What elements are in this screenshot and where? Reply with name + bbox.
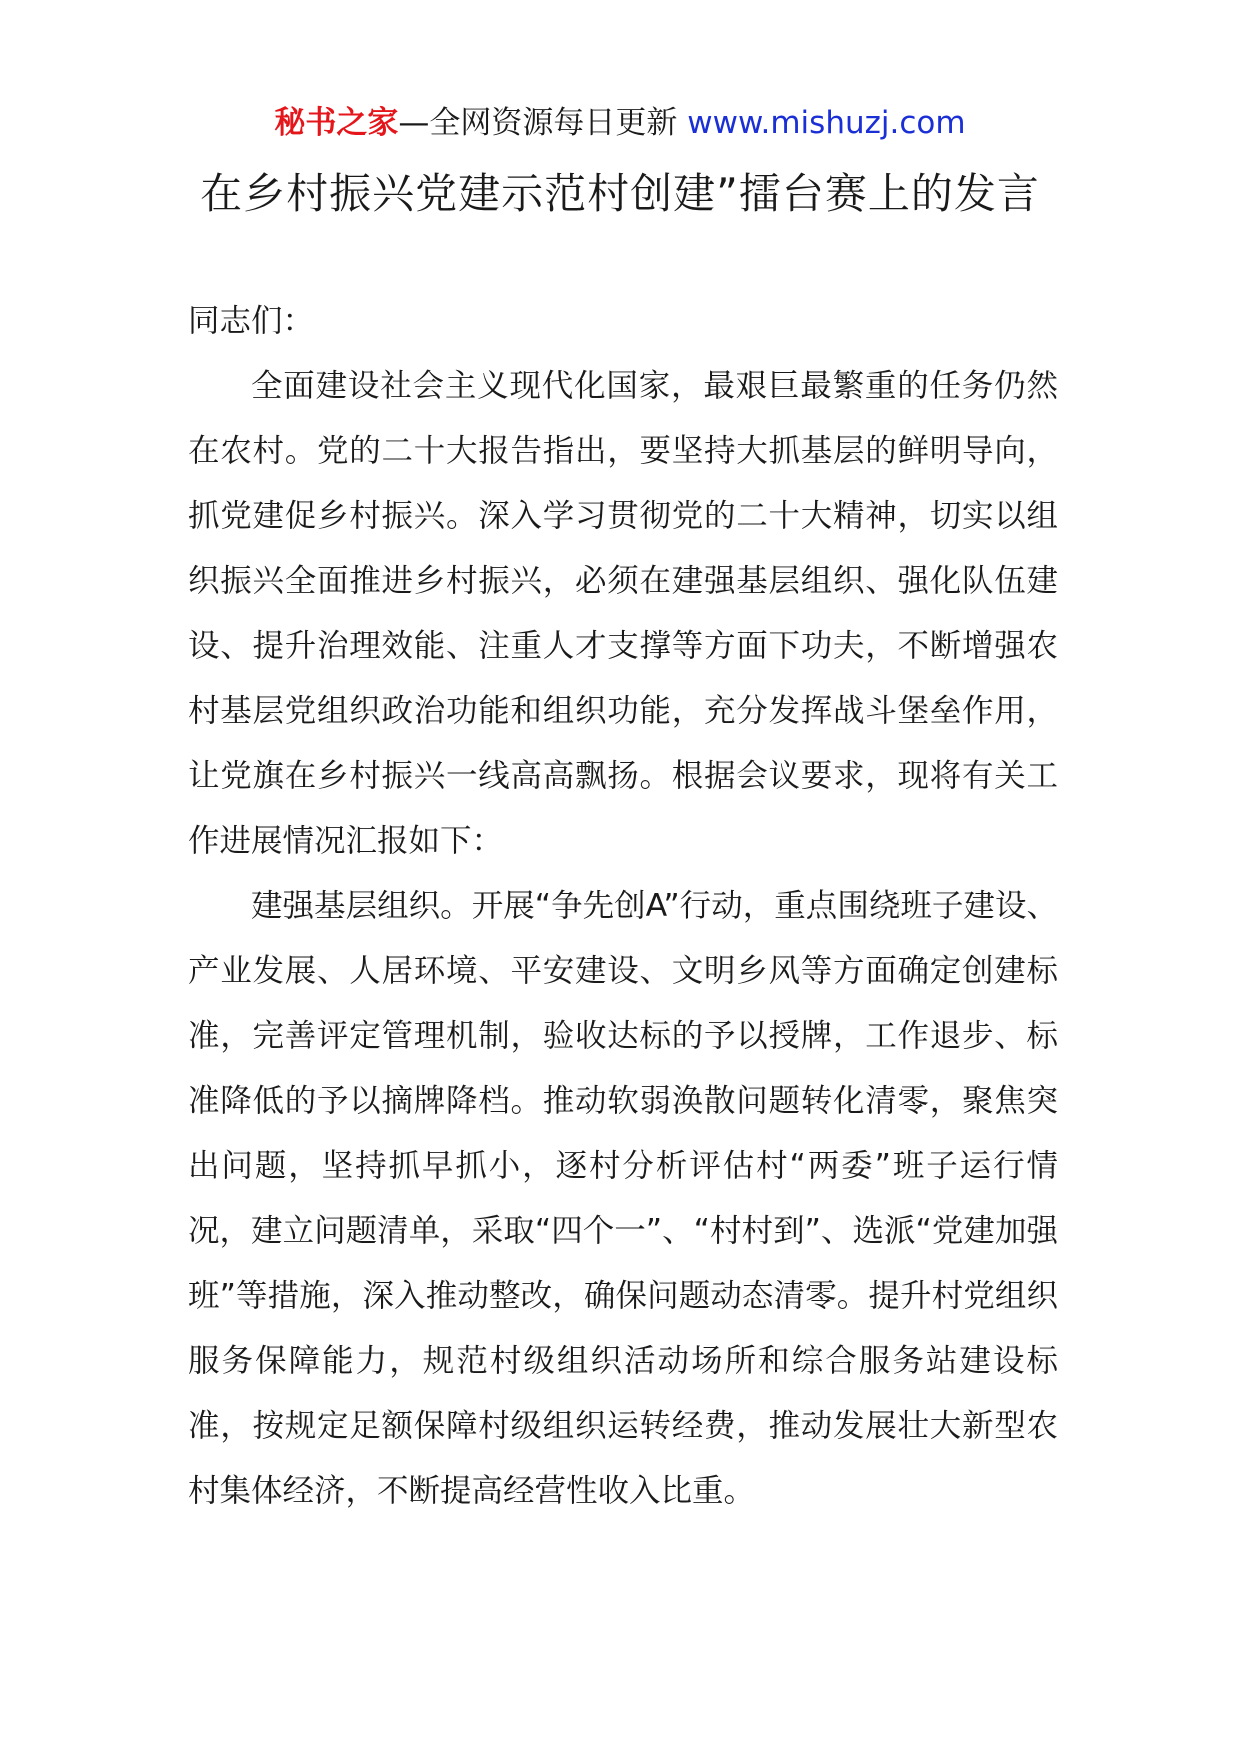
paragraph-intro: 全面建设社会主义现代化国家，最艰巨最繁重的任务仍然在农村。党的二十大报告指出，要坚持大抓基层的鲜明导向，抓党建促乡村振兴。深入学习贯彻党的二十大精神，切实以组织振兴全面推进乡村振兴，必须在建强基层组织、强化队伍建设、提升治理效能、注重人才支撑等方面下功夫，不断增强农村基层党组织政治功能和组织功能，充分发挥战斗堡垒作用，让党旗在乡村振兴一线高高飘扬。根据会议要求，现将有关工作进展情况汇报如下： bbox=[188, 368, 1058, 859]
paragraph-organization: 建强基层组织。开展“争先创A”行动，重点围绕班子建设、产业发展、人居环境、平安建设、文明乡风等方面确定创建标准，完善评定管理机制，验收达标的予以授牌，工作退步、标准降低的予以摘牌降档。推动软弱涣散问题转化清零，聚焦突出问题，坚持抓早抓小，逐村分析评估村“两委”班子运行情况，建立问题清单，采取“四个一”、“村村到”、选派“党建加强班”等措施，深入推动整改，确保问题动态清零。提升村党组织服务保障能力，规范村级组织活动场所和综合服务站建设标准，按规定足额保障村级组织运转经费，推动发展壮大新型农村集体经济，不断提高经营性收入比重。 bbox=[188, 888, 1058, 1509]
site-header bbox=[0, 101, 1240, 145]
salutation: 同志们： bbox=[188, 303, 315, 339]
document-body bbox=[188, 289, 1058, 1524]
site-url-link[interactable]: www.mishuzj.com bbox=[687, 105, 966, 141]
site-name: 秘书之家 bbox=[274, 105, 399, 141]
site-tagline: —全网资源每日更新 bbox=[398, 105, 688, 141]
document-title: 在乡村振兴党建示范村创建”擂台赛上的发言 bbox=[200, 169, 1040, 218]
